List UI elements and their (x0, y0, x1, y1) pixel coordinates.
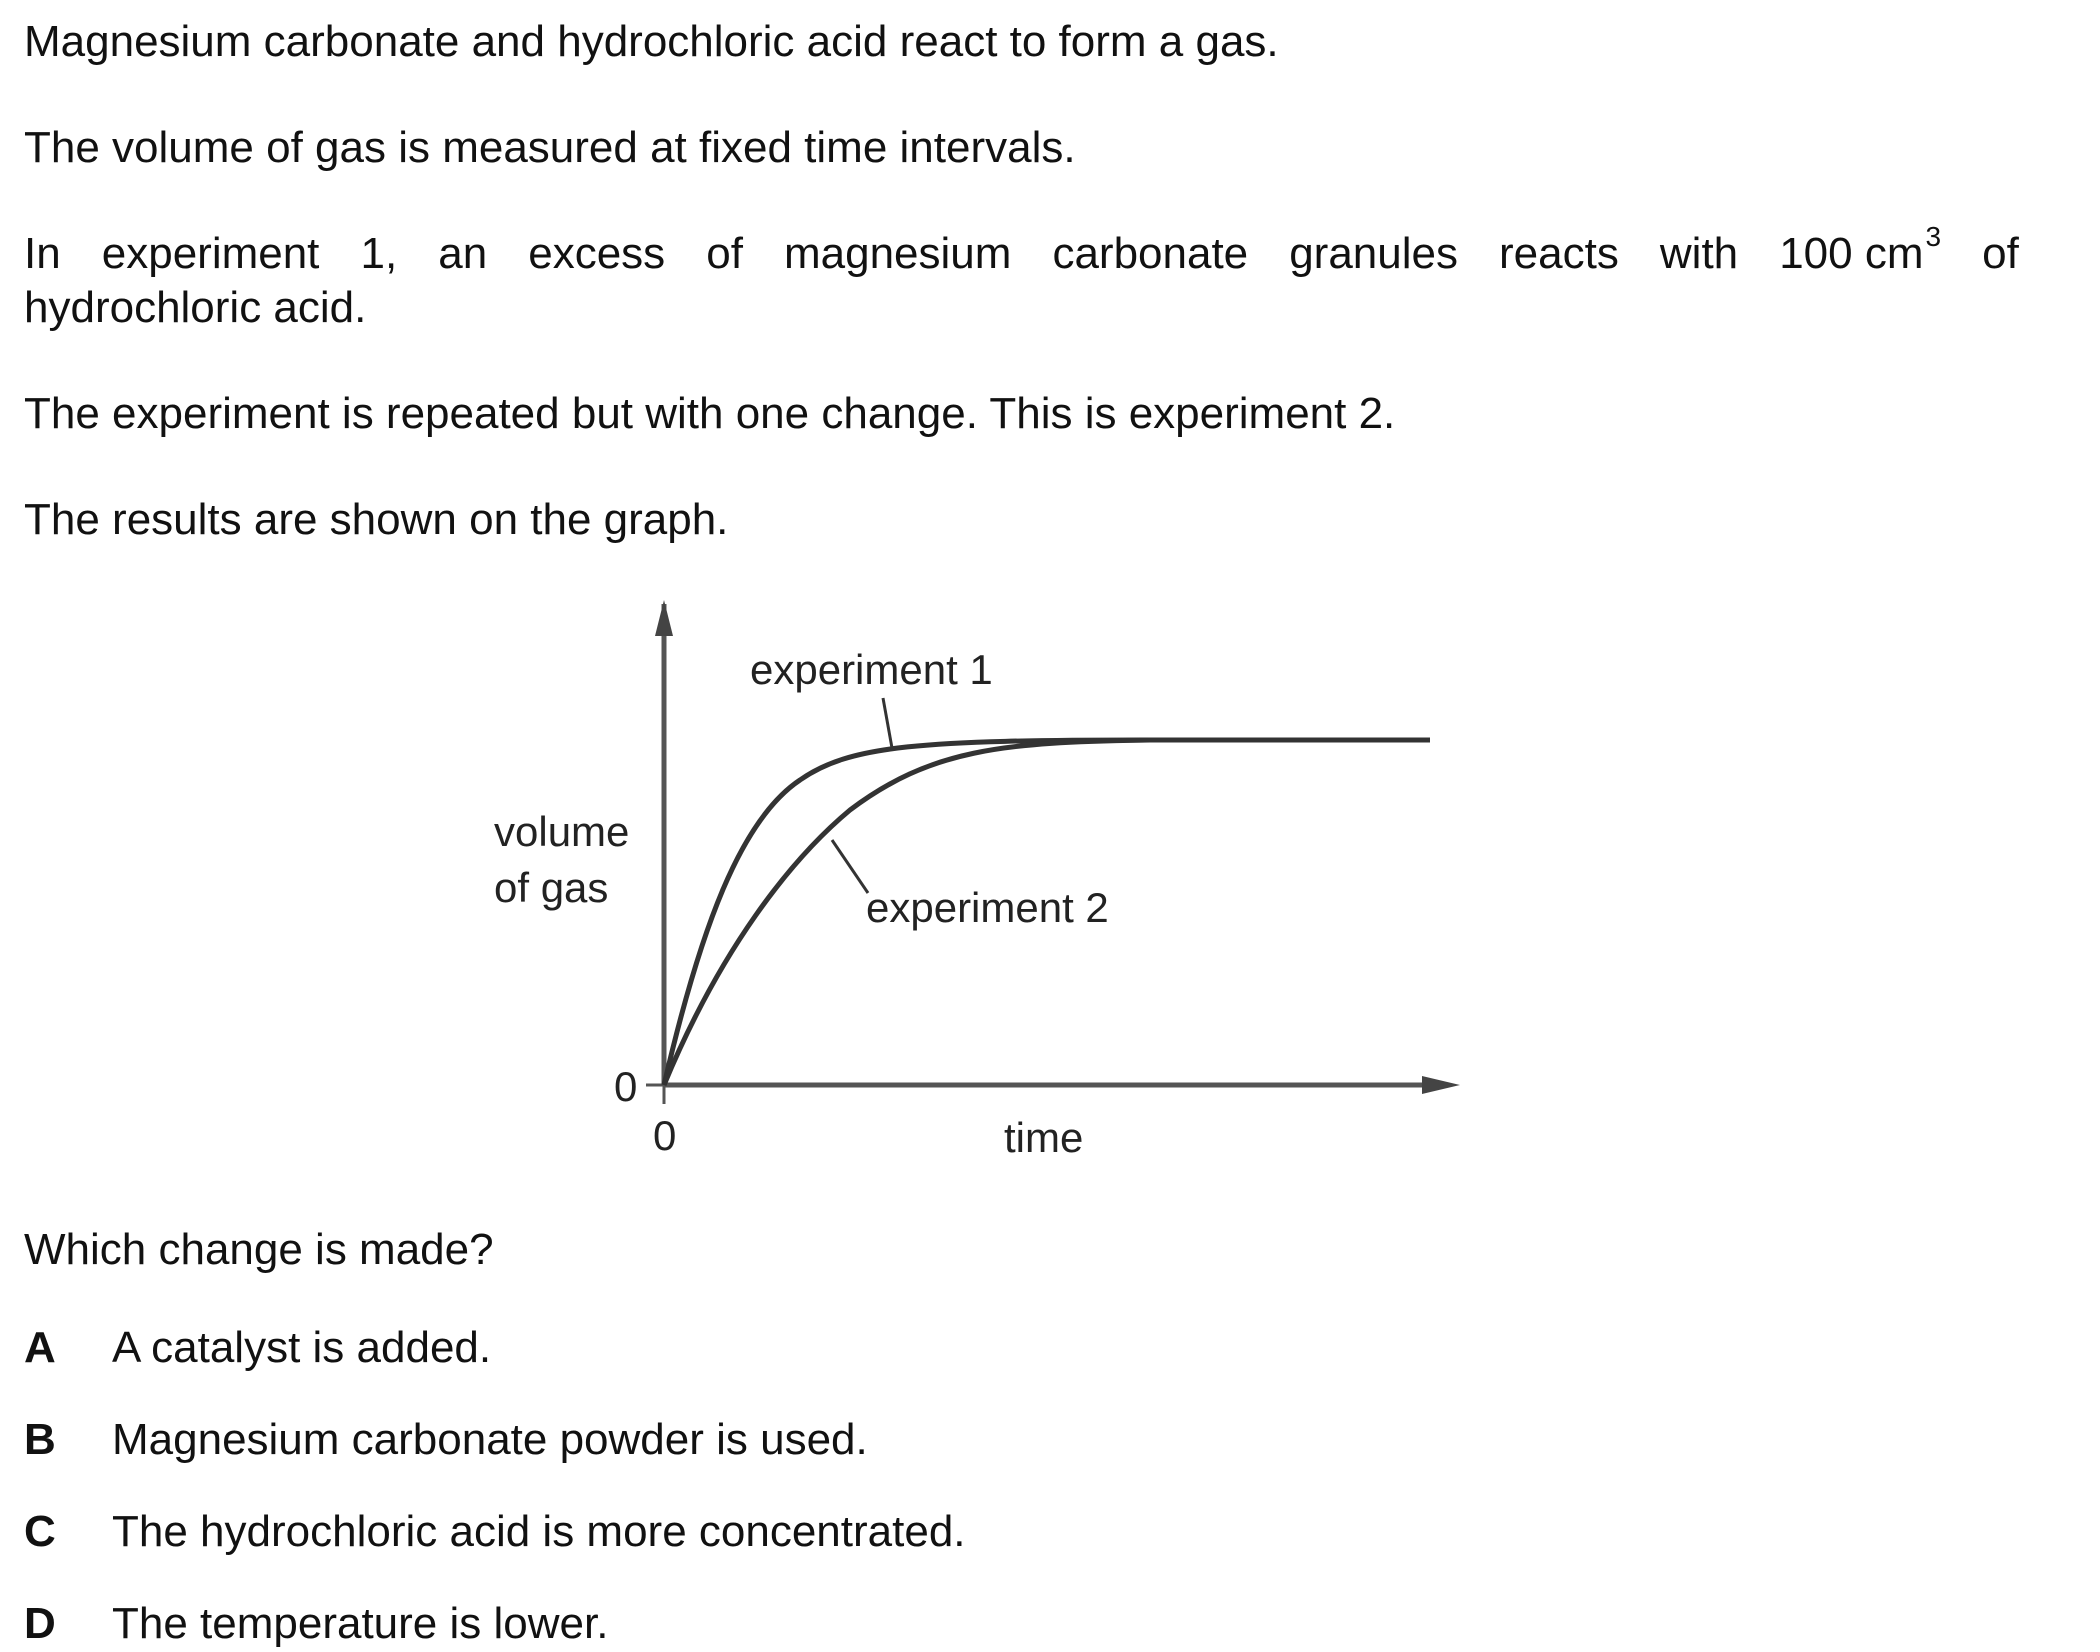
word: of (1982, 229, 2019, 278)
option-text: The temperature is lower. (112, 1599, 609, 1648)
intro-sentence-1: Magnesium carbonate and hydrochloric acid react to form a gas. (24, 17, 1279, 66)
option-d[interactable] (24, 1596, 608, 1652)
option-text: A catalyst is added. (112, 1323, 492, 1372)
option-letter: B (24, 1415, 56, 1464)
word: granules (1289, 229, 1458, 278)
word: with (1659, 229, 1739, 278)
option-text: The hydrochloric acid is more concentrated. (112, 1507, 966, 1556)
x-origin-label: 0 (653, 1112, 677, 1159)
option-text: Magnesium carbonate powder is used. (112, 1415, 868, 1464)
intro-sentence-2: The volume of gas is measured at fixed time intervals. (24, 123, 1076, 172)
experiment-2-leader-line (832, 840, 868, 893)
word: excess (528, 229, 666, 278)
word: an (438, 229, 488, 278)
x-axis-arrowhead (1422, 1076, 1460, 1094)
word: carbonate (1052, 229, 1249, 278)
unit-superscript: 3 (1925, 221, 1942, 252)
experiment-1-leader-line (883, 698, 892, 748)
experiment-1-label: experiment 1 (750, 646, 993, 693)
y-origin-label: 0 (614, 1063, 638, 1110)
results-sentence: The results are shown on the graph. (24, 495, 729, 544)
option-c[interactable] (24, 1504, 966, 1560)
experiment-2-description: The experiment is repeated but with one change. This is experiment 2. (24, 389, 1396, 438)
word: 1, (360, 229, 398, 278)
word: reacts (1499, 229, 1619, 278)
option-letter: A (24, 1323, 56, 1372)
y-axis-arrowhead (655, 600, 673, 636)
question-prompt: Which change is made? (24, 1225, 494, 1274)
y-axis-label-line-1: volume (494, 808, 630, 855)
experiment-1-description-line-2: hydrochloric acid. (24, 283, 367, 332)
option-letter: C (24, 1507, 56, 1556)
word: of (706, 229, 743, 278)
word: magnesium (783, 229, 1012, 278)
word: In (24, 229, 61, 278)
experiment-2-label: experiment 2 (866, 884, 1109, 931)
y-axis-label-line-2: of gas (494, 864, 609, 911)
acid-volume-value: 100 cm (1779, 229, 1924, 278)
option-letter: D (24, 1599, 56, 1648)
x-axis-label: time (1004, 1114, 1084, 1161)
option-b[interactable] (24, 1412, 868, 1468)
option-a[interactable] (24, 1320, 491, 1376)
word: experiment (101, 229, 320, 278)
